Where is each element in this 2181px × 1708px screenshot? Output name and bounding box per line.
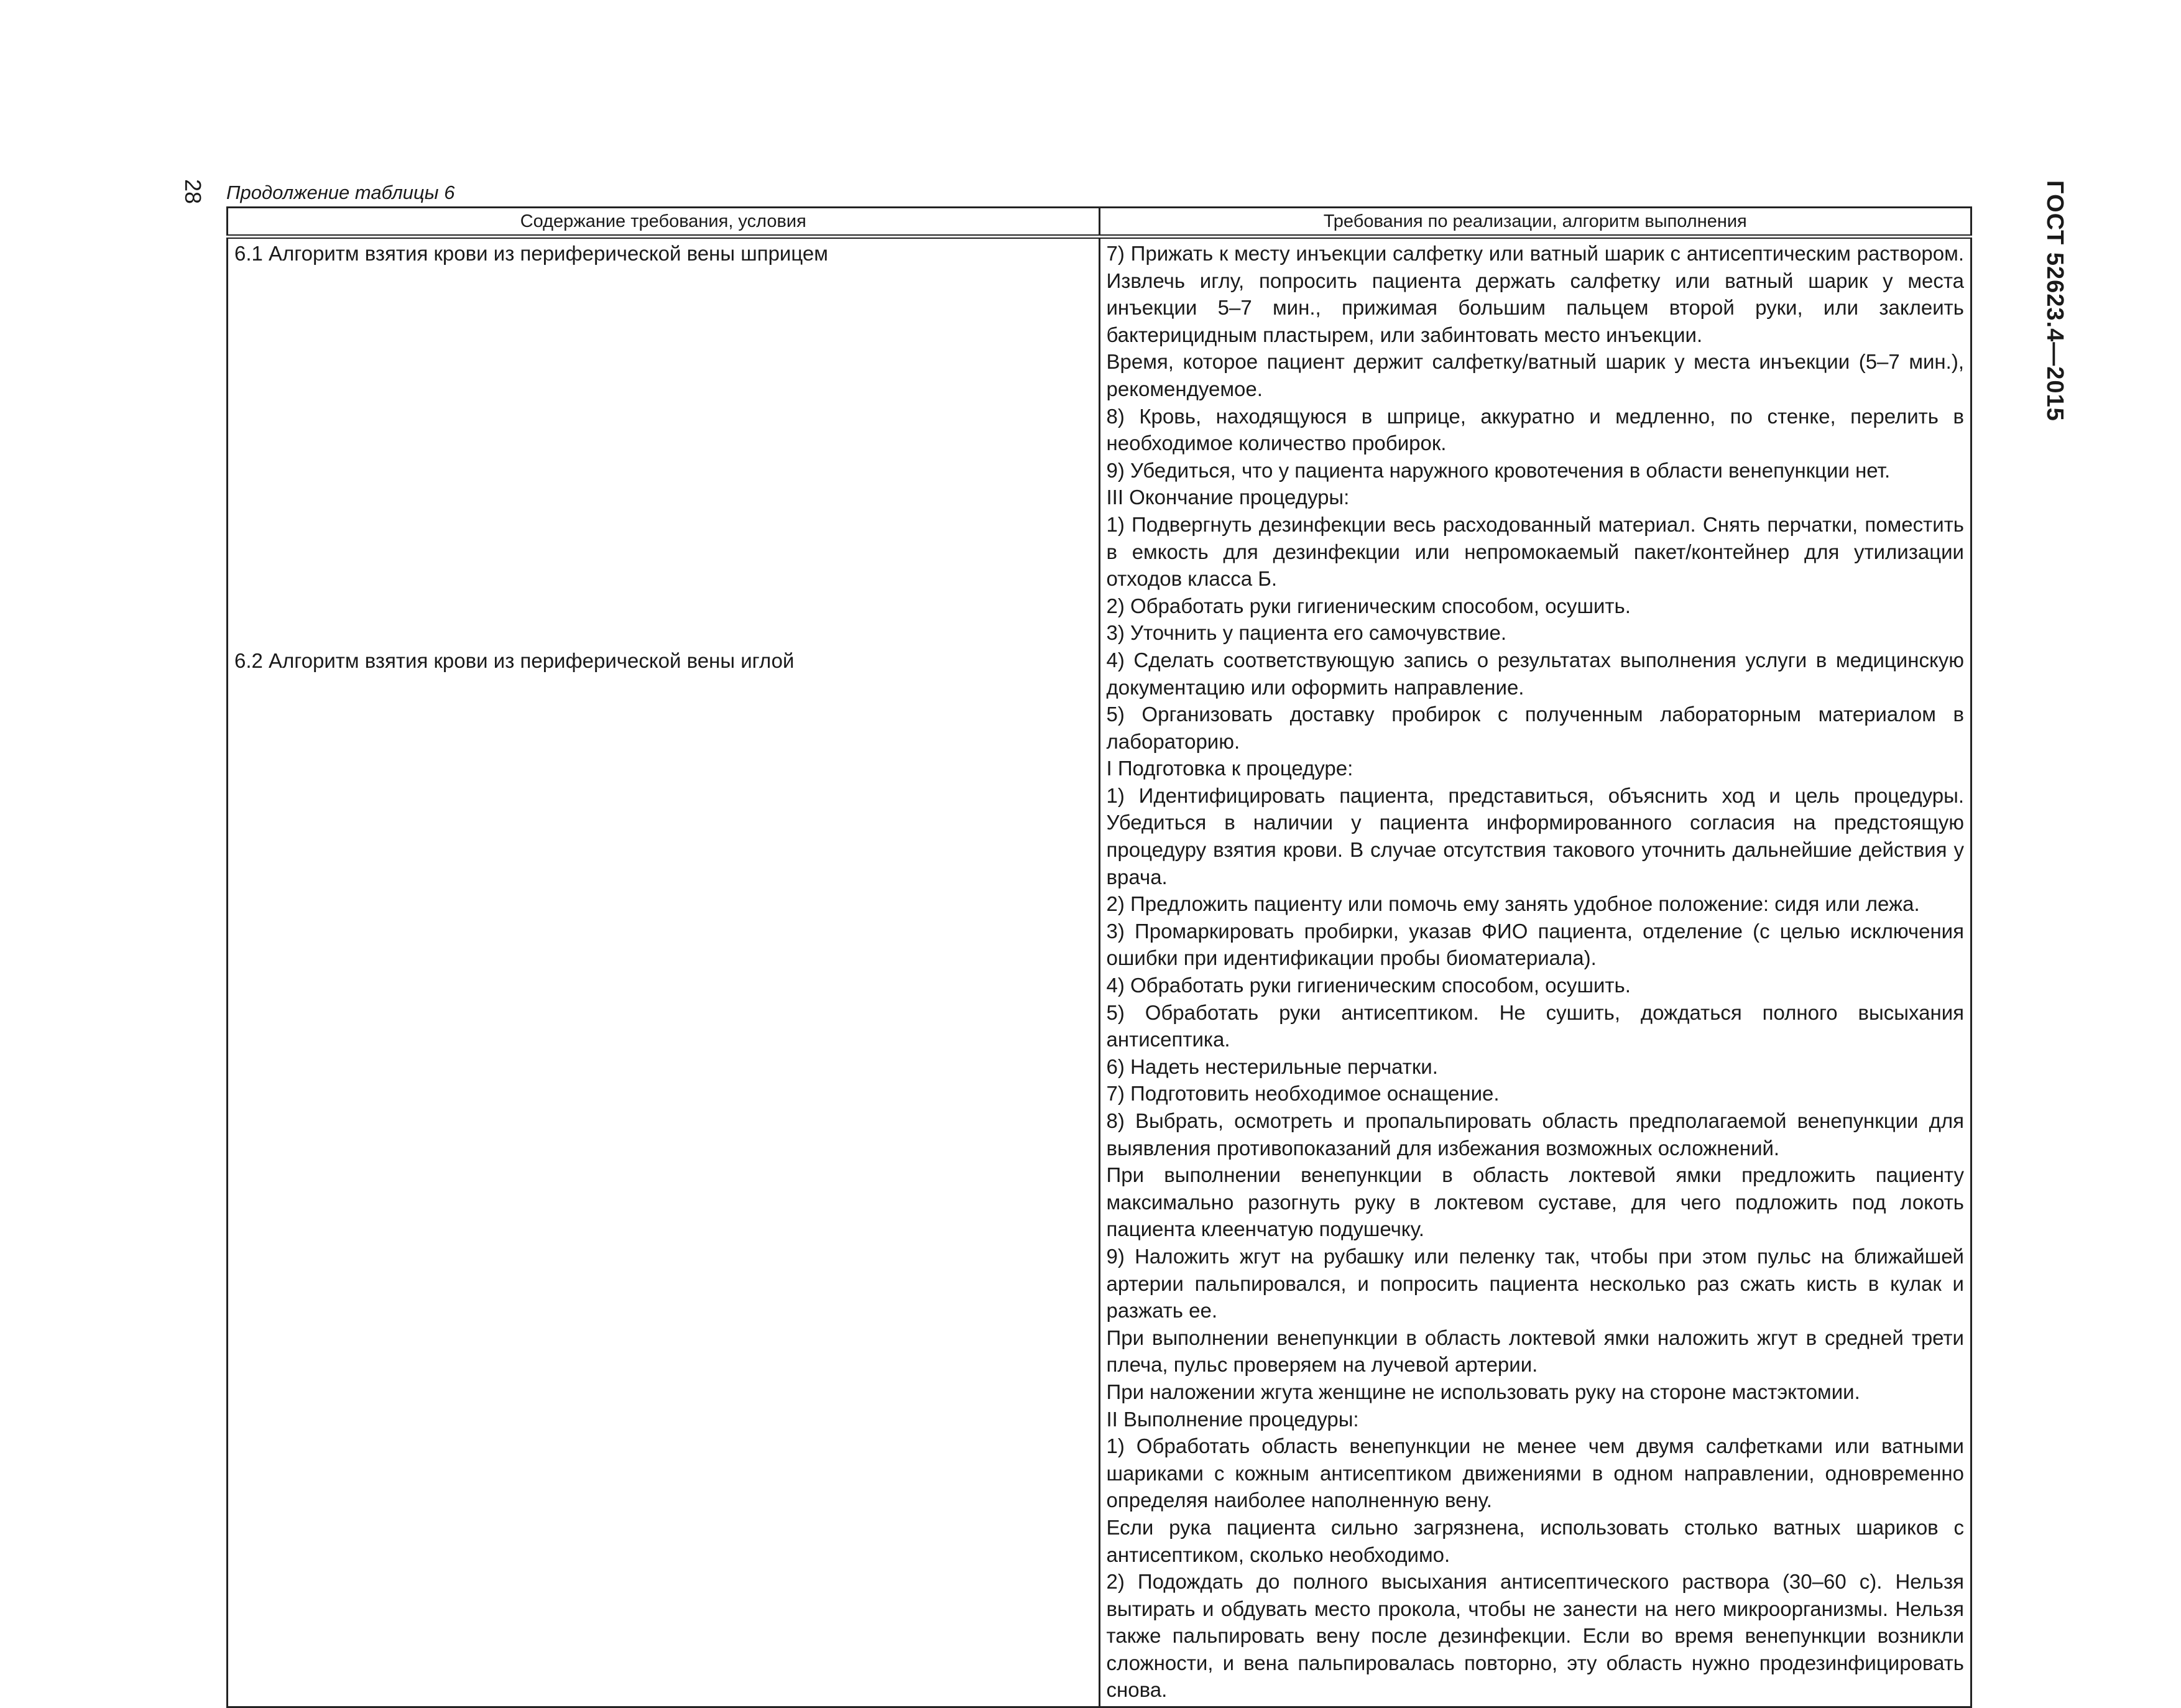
requirement-paragraph: При выполнении венепункции в область локтевой ямки наложить жгут в средней трети плеча, пульс проверяем на лучевой артерии. [1106, 1326, 1964, 1377]
requirement-paragraph: При наложении жгута женщине не использовать руку на стороне мастэктомии. [1106, 1380, 1860, 1403]
requirement-paragraph: Время, которое пациент держит салфетку/ватный шарик у места инъекции (5–7 мин.), рекомендуемое. [1106, 350, 1964, 400]
requirement-paragraph: 9) Убедиться, что у пациента наружного кровотечения в области венепункции нет. [1106, 458, 1891, 482]
requirement-paragraph: При выполнении венепункции в область локтевой ямки предложить пациенту максимально разогнуть руку в локтевом суставе, для чего подложить под локоть пациента клеенчатую подушечку. [1106, 1163, 1964, 1241]
requirement-paragraph: 2) Обработать руки гигиеническим способом, осушить. [1106, 594, 1631, 617]
requirements-cell [1099, 237, 1971, 1707]
requirement-paragraph: 8) Кровь, находящуюся в шприце, аккуратно и медленно, по стенке, перелить в необходимое количество пробирок. [1106, 404, 1964, 455]
requirement-paragraph: 7) Подготовить необходимое оснащение. [1106, 1082, 1500, 1106]
requirement-paragraph: 7) Прижать к месту инъекции салфетку или ватный шарик с антисептическим раствором. Извлечь иглу, попросить пациента держать салфетку или ватный шарик у места инъекции 5–7 мин., прижимая большим пальцем второй руки, или заклеить бактерицидным пластырем, или забинтовать место инъекции. [1106, 242, 1964, 346]
condition-6-1: 6.1 Алгоритм взятия крови из периферической вены шприцем [234, 242, 828, 265]
table-header-row [228, 208, 1971, 237]
requirement-paragraph: 4) Сделать соответствующую запись о результатах выполнения услуги в медицинскую документацию или оформить направление. [1106, 648, 1964, 699]
column-header-conditions: Содержание требования, условия [228, 208, 1100, 237]
requirement-paragraph: 8) Выбрать, осмотреть и пропальпировать область предполагаемой венепункции для выявления противопоказаний для избежания возможных осложнений. [1106, 1109, 1964, 1160]
requirement-paragraph: 3) Промаркировать пробирки, указав ФИО пациента, отделение (с целью исключения ошибки при идентификации пробы биоматериала). [1106, 919, 1964, 970]
requirement-paragraph: 1) Идентифицировать пациента, представиться, объяснить ход и цель процедуры. Убедиться в наличии у пациента информированного согласия на предстоящую процедуру взятия крови. В случае отсутствия такового уточнить дальнейшие действия у врача. [1106, 783, 1964, 889]
section-heading: I Подготовка к процедуре: [1106, 757, 1353, 780]
requirement-paragraph: 2) Предложить пациенту или помочь ему занять удобное положение: сидя или лежа. [1106, 892, 1920, 916]
section-heading: III Окончание процедуры: [1106, 486, 1350, 509]
section-heading: II Выполнение процедуры: [1106, 1407, 1359, 1431]
requirement-paragraph: 5) Обработать руки антисептиком. Не сушить, дождаться полного высыхания антисептика. [1106, 1000, 1964, 1051]
document-code: ГОСТ 52623.4—2015 [2042, 180, 2068, 422]
requirement-paragraph: 1) Подвергнуть дезинфекции весь расходованный материал. Снять перчатки, поместить в емкость для дезинфекции или непромокаемый пакет/контейнер для утилизации отходов класса Б. [1106, 512, 1964, 591]
requirement-paragraph: 4) Обработать руки гигиеническим способом, осушить. [1106, 974, 1631, 997]
requirement-paragraph: 9) Наложить жгут на рубашку или пеленку так, чтобы при этом пульс на ближайшей артерии пальпировался, и попросить пациента несколько раз сжать кисть в кулак и разжать ее. [1106, 1244, 1964, 1323]
condition-spacer [234, 267, 1092, 647]
requirement-paragraph: 3) Уточнить у пациента его самочувствие. [1106, 621, 1507, 645]
requirements-table [226, 206, 1972, 1708]
requirement-paragraph: 5) Организовать доставку пробирок с полученным лабораторным материалом в лабораторию. [1106, 703, 1964, 753]
column-header-requirements: Требования по реализации, алгоритм выполнения [1099, 208, 1971, 237]
page-number: 28 [180, 179, 206, 205]
condition-6-2: 6.2 Алгоритм взятия крови из периферической вены иглой [234, 649, 795, 672]
requirement-paragraph: 6) Надеть нестерильные перчатки. [1106, 1055, 1438, 1078]
conditions-cell [228, 237, 1100, 1707]
table-row [228, 237, 1971, 1707]
table-continuation-caption: Продолжение таблицы 6 [226, 182, 455, 203]
requirement-paragraph: Если рука пациента сильно загрязнена, использовать столько ватных шариков с антисептиком, сколько необходимо. [1106, 1515, 1964, 1566]
requirement-paragraph: 1) Обработать область венепункции не менее чем двумя салфетками или ватными шариками с кожным антисептиком движениями в одном направлении, одновременно определяя наиболее наполненную вену. [1106, 1434, 1964, 1512]
requirement-paragraph: 2) Подождать до полного высыхания антисептического раствора (30–60 с). Нельзя вытирать и обдувать место прокола, чтобы не занести на него микроорганизмы. Нельзя также пальпировать вену после дезинфекции. Если во время венепункции возникли сложности, и вена пальпировалась повторно, эту область нужно продезинфицировать снова. [1106, 1570, 1964, 1702]
